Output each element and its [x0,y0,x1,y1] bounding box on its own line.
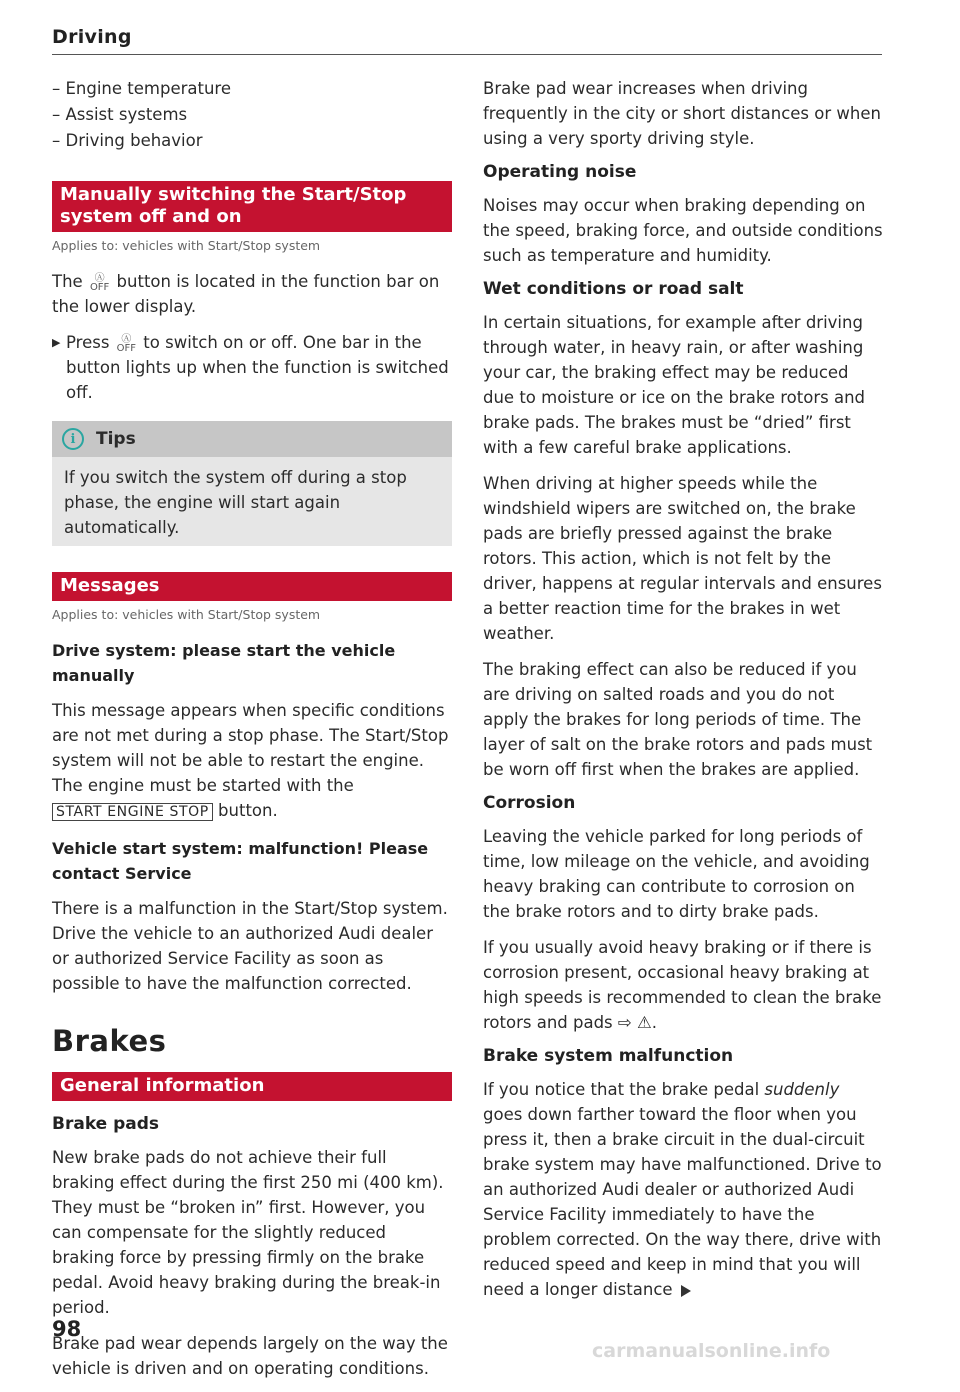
paragraph: Leaving the vehicle parked for long periods of time, low mileage on the vehicle, and avoiding heavy braking can contribute to corrosion on the brake rotors and to dirty brake pads. [483,827,870,921]
brakes-title: Brakes [52,1024,167,1058]
paragraph: When driving at higher speeds while the windshield wipers are switched on, the brake pads are briefly pressed against the brake rotors. This action, which is not felt by the driver, happens at regular intervals and ensures a better reaction time for the brakes in wet weather. [483,474,882,643]
brake-malfunction-heading: Brake system malfunction [483,1046,734,1066]
tips-title: Tips [96,429,136,449]
page-number: 98 [52,1317,82,1341]
corrosion-heading: Corrosion [483,793,576,813]
page-header [52,24,882,55]
message-title: Vehicle start system: malfunction! Please contact Service [52,839,429,883]
message-title: Drive system: please start the vehicle manually [52,641,396,685]
bullet-triangle-icon: ▶ [52,336,61,349]
dash-item: – Engine temperature [52,79,232,98]
start-stop-bullet: ▶ Press Ⓐ OFF to switch on or off. One bar in the button lights up when the function is switched off. [52,330,452,405]
paragraph: The braking effect can also be reduced if you are driving on salted roads and you do not apply the brakes for long periods of time. The layer of salt on the brake rotors and pads must be worn off first when the brakes are applied. [483,660,873,779]
messages-heading: Messages [52,572,452,601]
paragraph: If you usually avoid heavy braking or if there is corrosion present, occasional heavy braking at high speeds is recommended to clean the brake rotors and pads ⇨ ⚠. [483,938,882,1032]
info-icon: i [62,428,84,450]
general-info-heading: General information [52,1072,452,1101]
message-text: This message appears when specific conditions are not met during a stop phase. The Start/Stop system will not be able to restart the engine. The engine must be started with the START ENGINE STOP button. [52,701,449,820]
start-stop-text: The Ⓐ OFF button is located in the function bar on the lower display. [52,272,440,316]
operating-noise-heading: Operating noise [483,162,637,182]
brake-pads-heading: Brake pads [52,1114,160,1134]
wet-conditions-heading: Wet conditions or road salt [483,279,744,299]
start-engine-stop-key: START ENGINE STOP [52,803,213,821]
paragraph: If you notice that the brake pedal suddenly goes down farther toward the floor when you press it, then a brake circuit in the dual-circuit brake system may have malfunctioned. Drive to an authorized Audi dealer or authorized Audi Service Facility immediately to have the problem corrected. On the way there, drive with reduced speed and keep in mind that you will need a longer distance [483,1080,882,1299]
message-text: There is a malfunction in the Start/Stop system. Drive the vehicle to an authorized Audi dealer or authorized Service Facility as soon as possible to have the malfunction corrected. [52,899,448,993]
start-stop-off-icon: Ⓐ OFF [89,272,110,293]
dash-item: – Assist systems [52,105,188,124]
brake-pads-text: New brake pads do not achieve their full braking effect during the first 250 mi (400 km). They must be “broken in” first. However, you can compensate for the slightly reduced braking force by pressing firmly on the brake pedal. Avoid heavy braking during the break-in period. [52,1148,444,1317]
brake-pads-text: Brake pad wear depends largely on the way the vehicle is driven and on operating conditions. [52,1334,448,1378]
applies-note: Applies to: vehicles with Start/Stop system [52,607,321,622]
tips-header [52,421,452,457]
applies-note: Applies to: vehicles with Start/Stop system [52,238,321,253]
paragraph: In certain situations, for example after driving through water, in heavy rain, or after washing your car, the braking effect may be reduced due to moisture or ice on the brake rotors and brake pads. The brakes must be “dried” first with a few careful brake applications. [483,313,866,457]
paragraph: Noises may occur when braking depending on the speed, braking force, and outside conditions such as temperature and humidity. [483,196,883,265]
header-title: Driving [52,26,132,48]
start-stop-heading: Manually switching the Start/Stop system off and on [52,181,452,232]
tips-text: If you switch the system off during a stop phase, the engine will start again automatically. [64,468,407,537]
dash-item: – Driving behavior [52,131,203,150]
tips-box [52,421,452,546]
left-column [52,76,452,1392]
paragraph: Brake pad wear increases when driving frequently in the city or short distances or when using a very sporty driving style. [483,79,881,148]
watermark: carmanualsonline.info [592,1340,831,1362]
right-column [483,76,883,1313]
continue-arrow-icon [681,1285,691,1297]
start-stop-off-icon: Ⓐ OFF [116,333,137,354]
